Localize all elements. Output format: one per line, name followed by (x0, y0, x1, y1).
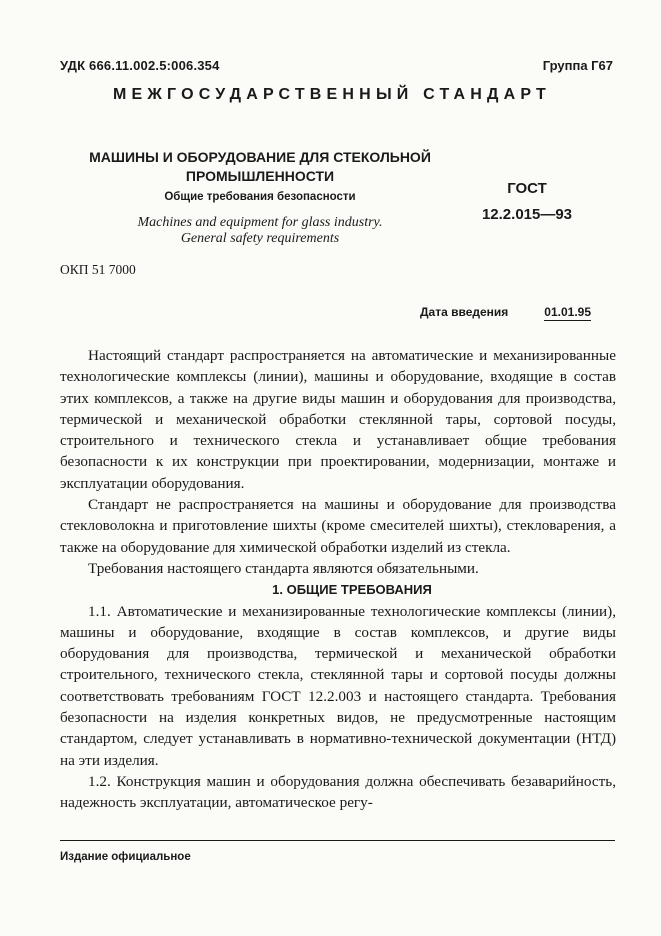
paragraph-scope: Настоящий стандарт распространяется на автоматические и механизированные технологические комплексы (линии), машины и оборудование, входящие в состав этих комплексов, а также на другие виды машин и оборудования для производства, термической и механической обработки стеклянной тары, сортовой посуды, строительного и технического стекла и устанавливает общие требования безопасности к их конструкции при проектировании, модернизации, монтаже и эксплуатации оборудования. (60, 347, 616, 492)
english-title-line-1: Machines and equipment for glass industry. (137, 215, 383, 230)
paragraph-exclusions: Стандарт не распространяется на машины и оборудование для производства стекловолокна и приготовление шихты (кроме смесителей шихты), стекловарения, а также на оборудование для химической обработки изделий из стекла. (60, 496, 616, 556)
paragraph-1-2: 1.2. Конструкция машин и оборудования должна обеспечивать безаварийность, надежность эксплуатации, автоматическое регу- (60, 772, 616, 812)
document-subtitle: Общие требования безопасности (164, 191, 356, 203)
okp-code: ОКП 51 7000 (60, 262, 136, 277)
introduction-date-value: 01.01.95 (544, 305, 592, 319)
document-title (60, 148, 460, 186)
group-code: Группа Г67 (542, 58, 613, 73)
udk-code: УДК 666.11.002.5:006.354 (60, 58, 220, 73)
title-line-1: МАШИНЫ И ОБОРУДОВАНИЕ ДЛЯ СТЕКОЛЬНОЙ (89, 149, 431, 165)
paragraph-mandatory: Требования настоящего стандарта являются обязательными. (88, 559, 479, 577)
introduction-date (420, 305, 591, 321)
section-heading: 1. ОБЩИЕ ТРЕБОВАНИЯ (272, 582, 432, 598)
document-body (60, 345, 616, 814)
gost-label: ГОСТ (507, 180, 547, 197)
english-title-line-2: General safety requirements (180, 231, 340, 246)
gost-number: 12.2.015—93 (481, 206, 573, 223)
official-edition-note: Издание официальное (60, 851, 191, 863)
paragraph-1-1: 1.1. Автоматические и механизированные технологические комплексы (линии), машины и оборудование, входящие в состав комплексов, и другие виды оборудования для производства, термической и механической обработки строительного, технического стекла, стеклянной тары и сортовой посуды должны соответствовать требованиям ГОСТ 12.2.003 и настоящего стандарта. Требования безопасности на изделия конкретных видов, не предусмотренные настоящим стандартом, следует устанавливать в нормативно-технической документации (НТД) на эти изделия. (60, 602, 616, 769)
title-line-2: ПРОМЫШЛЕННОСТИ (185, 168, 335, 184)
introduction-date-label: Дата введения (420, 305, 509, 319)
english-title (60, 215, 460, 247)
footer-divider (60, 840, 615, 841)
interstate-standard-banner: МЕЖГОСУДАРСТВЕННЫЙ СТАНДАРТ (113, 86, 551, 103)
gost-designation (472, 176, 582, 228)
